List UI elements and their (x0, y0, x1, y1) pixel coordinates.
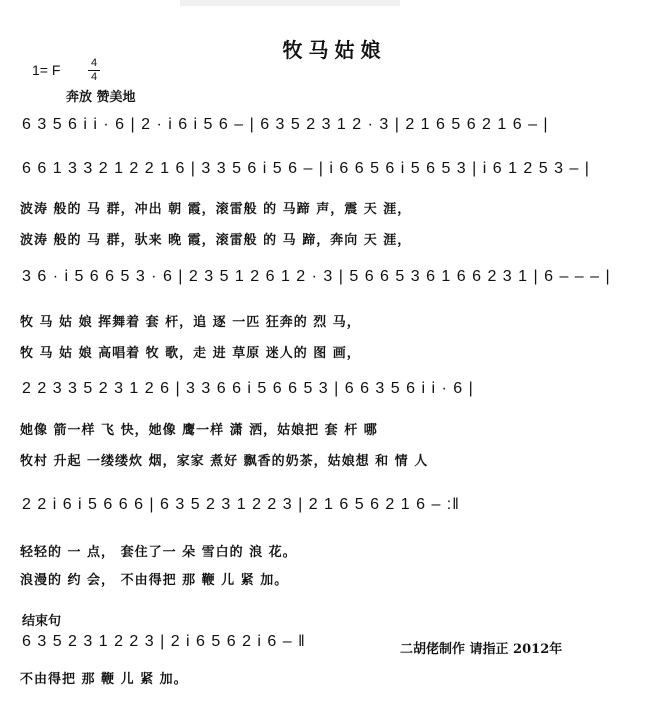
lyric-row-2-verse-1: 波涛 般的 马 群，冲出 朝 霞，滚雷般 的 马蹄 声，震 天 涯， (20, 202, 412, 217)
lyric-row-2-verse-2: 波涛 般的 马 群，驮来 晚 霞，滚雷般 的 马 蹄，奔向 天 涯， (20, 233, 412, 248)
credit-text: 二胡佬制作 请指正 2012年 (400, 642, 563, 657)
notation-ending-row: 6 3 5 2 3 1 2 2 3 | 2 i 6 5 6 2 i 6 – ‖ (22, 633, 306, 650)
lyric-row-3-verse-2: 牧 马 姑 娘 高唱着 牧 歌，走 进 草原 迷人的 图 画， (20, 346, 361, 361)
ending-label: 结束句 (22, 614, 62, 629)
song-title: 牧马姑娘 (282, 38, 387, 62)
notation-row-1: 6 3 5 6 i i · 6 | 2 · i 6 i 5 6 – | 6 3 5 2 3 1 2 · 3 | 2 1 6 5 6 2 1 6 – | (22, 116, 549, 133)
key-signature: 1= F (32, 62, 61, 78)
lyric-row-5-verse-2: 浪漫的 约 会， 不由得把 那 鞭 儿 紧 加。 (20, 573, 289, 588)
notation-row-5: 2 2 i 6 i 5 6 6 6 | 6 3 5 2 3 1 2 2 3 | 2 1 6 5 6 2 1 6 – :‖ (22, 496, 460, 513)
meter-bottom: 4 (90, 71, 98, 83)
lyric-row-5-verse-1: 轻轻的 一 点， 套住了一 朵 雪白的 浪 花。 (20, 545, 297, 560)
lyric-row-4-verse-1: 她像 箭一样 飞 快，她像 鹰一样 潇 洒，姑娘把 套 杆 哪 (20, 423, 378, 438)
lyric-ending-row: 不由得把 那 鞭 儿 紧 加。 (20, 672, 188, 687)
notation-row-3: 3 6 · i 5 6 6 5 3 · 6 | 2 3 5 1 2 6 1 2 · 3 | 5 6 6 5 3 6 1 6 6 2 3 1 | 6 – – – | (22, 268, 611, 285)
notation-row-4: 2 2 3 3 5 2 3 1 2 6 | 3 3 6 6 i 5 6 6 5 3 | 6 6 3 5 6 i i · 6 | (22, 380, 474, 397)
lyric-row-4-verse-2: 牧村 升起 一缕缕炊 烟，家家 煮好 飘香的奶茶，姑娘想 和 情 人 (20, 454, 429, 469)
tempo-marking: 奔放 赞美地 (66, 90, 136, 105)
lyric-row-3-verse-1: 牧 马 姑 娘 挥舞着 套 杆，追 逐 一匹 狂奔的 烈 马， (20, 315, 361, 330)
notation-row-2: 6 6 1 3 3 2 1 2 2 1 6 | 3 3 5 6 i 5 6 – | i 6 6 5 6 i 5 6 5 3 | i 6 1 2 5 3 – | (22, 160, 590, 177)
meter-top: 4 (90, 57, 98, 69)
faded-header-strip (180, 0, 400, 6)
time-signature (88, 58, 100, 83)
